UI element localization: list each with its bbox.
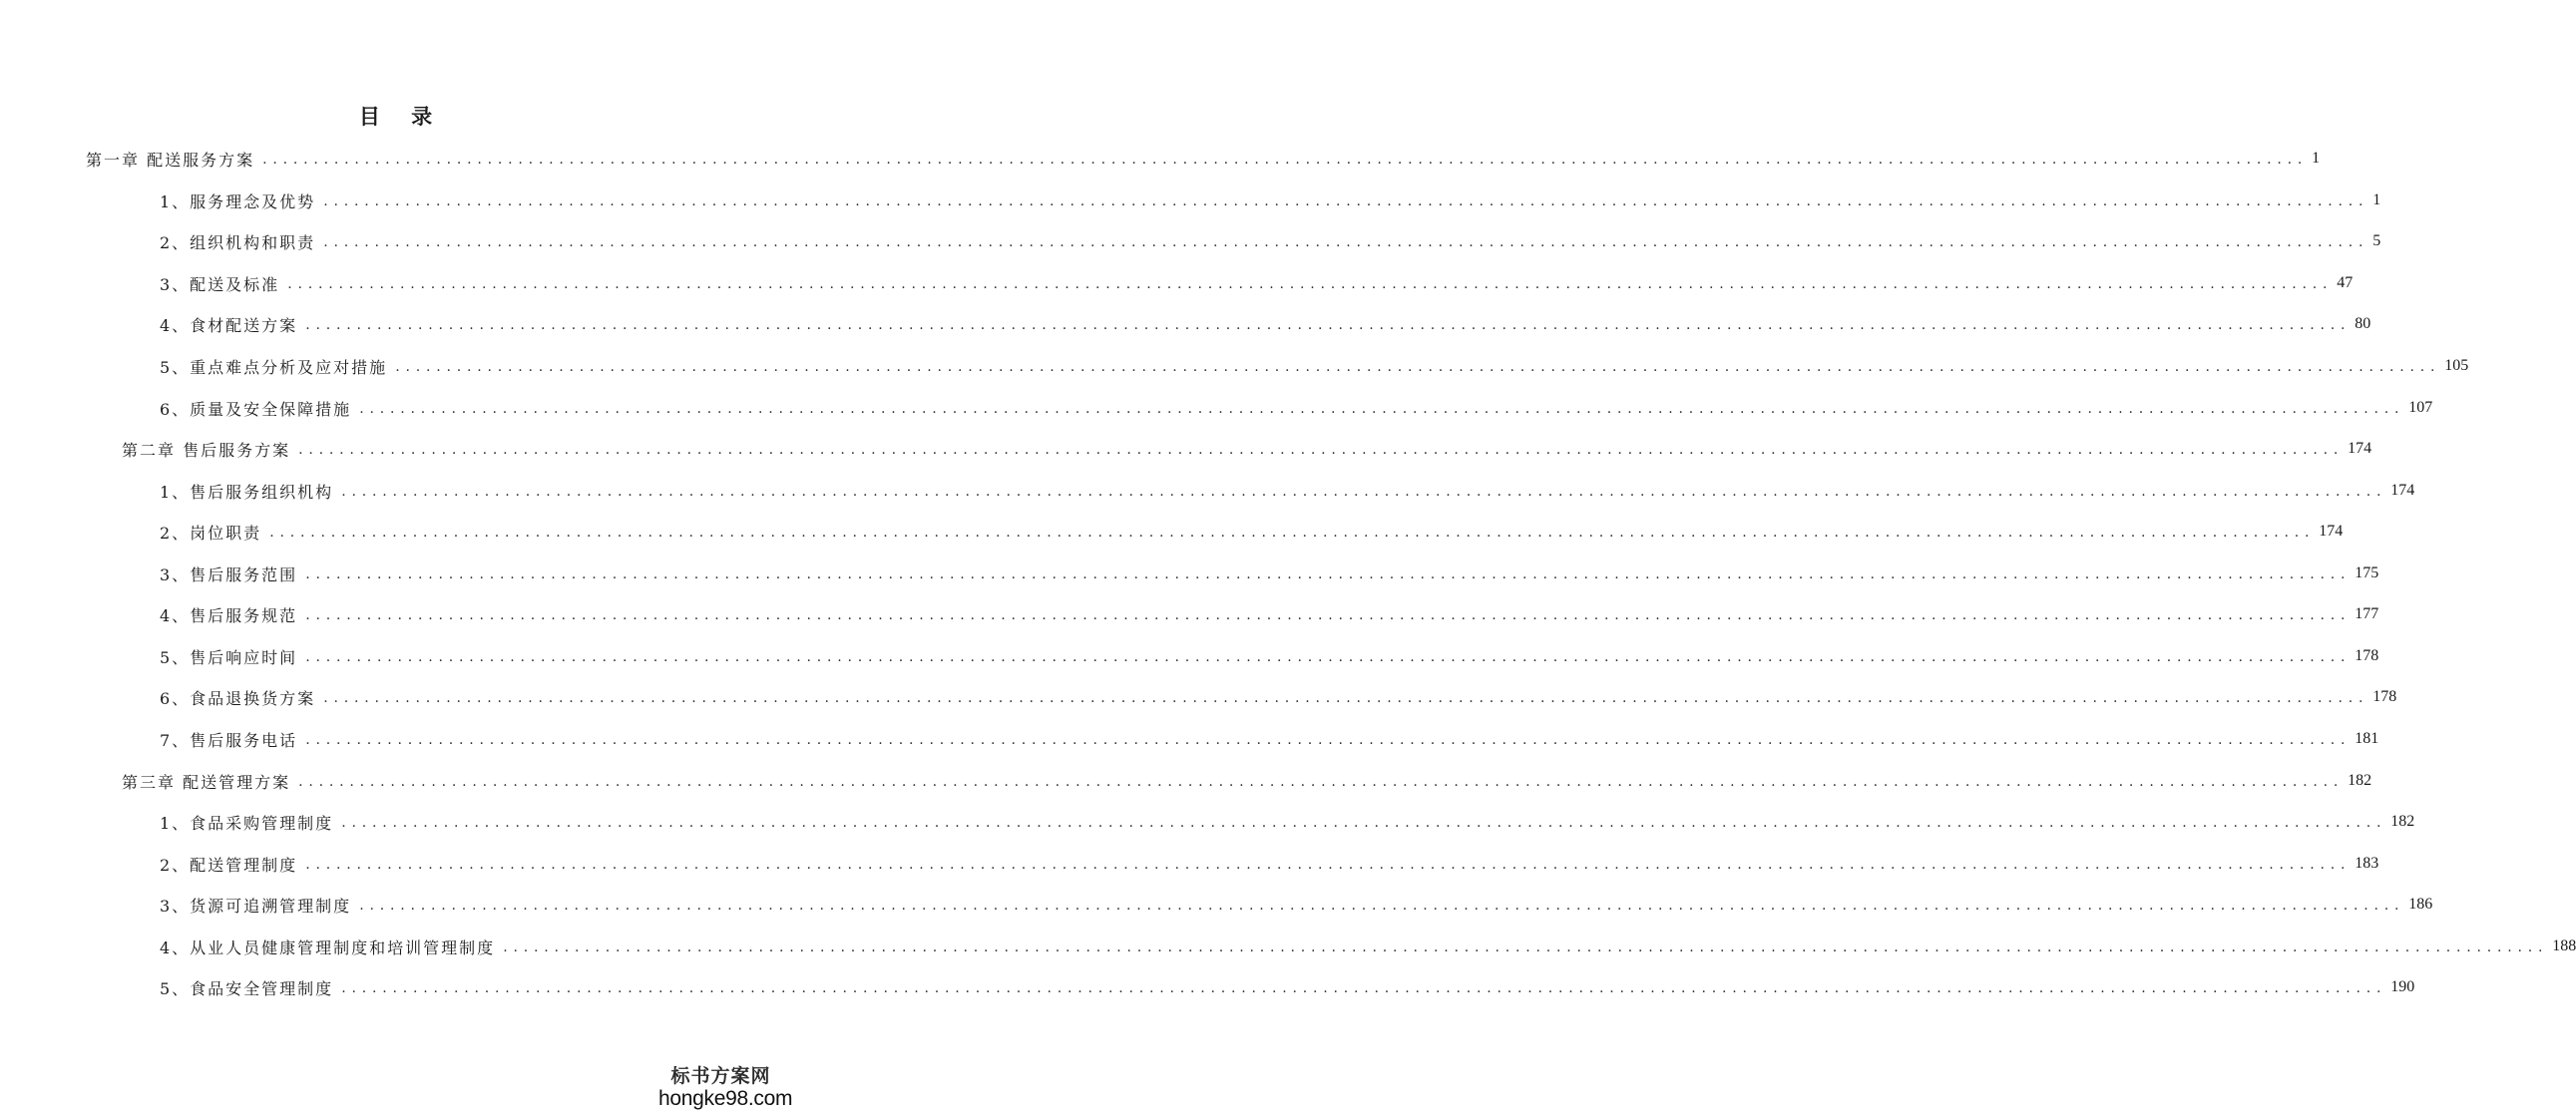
toc-entry-label: 第三章 配送管理方案 — [122, 772, 291, 792]
toc-entry-label: 第二章 售后服务方案 — [122, 440, 291, 460]
toc-entry[interactable] — [160, 227, 2381, 255]
toc-leader-dots: ........................................................................................................................................................................................................ — [341, 815, 2387, 831]
toc-entry[interactable] — [160, 808, 2415, 836]
watermark-cn-text: 标书方案网 — [670, 1065, 771, 1087]
toc-entry[interactable] — [160, 973, 2415, 1001]
toc-entry[interactable] — [160, 518, 2344, 546]
toc-entry-page: 182 — [2348, 772, 2372, 789]
toc-leader-dots: ........................................................................................................................................................................................................ — [359, 401, 2405, 417]
toc-entry-label: 7、售后服务电话 — [160, 730, 298, 750]
toc-entry-label: 3、货源可追溯管理制度 — [160, 896, 352, 916]
toc-entry-page: 182 — [2390, 813, 2415, 830]
toc-entry-label: 6、质量及安全保障措施 — [160, 399, 352, 419]
toc-leader-dots: ........................................................................................................................................................................................................ — [341, 484, 2387, 500]
toc-entry[interactable] — [160, 477, 2415, 505]
toc-entry-label: 1、服务理念及优势 — [160, 191, 316, 211]
toc-entry-page: 175 — [2355, 564, 2379, 581]
toc-entry-page: 178 — [2355, 647, 2379, 664]
toc-entry-page: 47 — [2337, 274, 2354, 291]
watermark-url-text: hongke98.com — [658, 1087, 793, 1110]
toc-entry-label: 4、售后服务规范 — [160, 605, 298, 625]
toc-entry-page: 188 — [2552, 937, 2576, 954]
toc-entry-chapter-1[interactable] — [86, 145, 2321, 173]
toc-entry-label: 3、配送及标准 — [160, 274, 280, 294]
toc-leader-dots: ........................................................................................................................................................................................................ — [305, 732, 2352, 748]
toc-entry-page: 174 — [2319, 523, 2344, 540]
toc-leader-dots: ........................................................................................................................................................................................................ — [305, 317, 2352, 333]
toc-entry-page: 186 — [2408, 896, 2433, 913]
toc-entry[interactable] — [160, 352, 2469, 380]
toc-entry[interactable] — [160, 269, 2354, 297]
toc-entry[interactable] — [160, 725, 2379, 753]
toc-entry[interactable] — [160, 394, 2433, 422]
toc-entry-page: 177 — [2355, 605, 2379, 622]
toc-leader-dots: ........................................................................................................................................................................................................ — [287, 276, 2334, 292]
toc-entry-page: 105 — [2444, 357, 2469, 374]
toc-entry[interactable] — [160, 932, 2576, 960]
toc-leader-dots: ........................................................................................................................................................................................................ — [305, 857, 2352, 873]
toc-entry-label: 5、重点难点分析及应对措施 — [160, 357, 388, 377]
toc-entry[interactable] — [160, 850, 2379, 878]
toc-leader-dots: ........................................................................................................................................................................................................ — [298, 442, 2345, 458]
toc-entry-page: 107 — [2408, 399, 2433, 416]
toc-entry-page: 183 — [2355, 855, 2379, 872]
toc-entry-label: 5、食品安全管理制度 — [160, 978, 334, 998]
toc-leader-dots: ........................................................................................................................................................................................................ — [305, 566, 2352, 582]
toc-entry-page: 1 — [2372, 191, 2381, 208]
toc-entry-label: 3、售后服务范围 — [160, 564, 298, 584]
toc-leader-dots: ........................................................................................................................................................................................................ — [323, 690, 2369, 706]
toc-entry-label: 第一章 配送服务方案 — [86, 150, 255, 170]
toc-leader-dots: ........................................................................................................................................................................................................ — [503, 939, 2549, 955]
toc-entry-label: 2、配送管理制度 — [160, 855, 298, 875]
toc-entry[interactable] — [160, 186, 2381, 214]
toc-entry-page: 174 — [2390, 482, 2415, 499]
page-title: 目 录 — [358, 104, 445, 129]
toc-entry-label: 2、岗位职责 — [160, 523, 262, 543]
toc-leader-dots: ........................................................................................................................................................................................................ — [323, 193, 2369, 209]
toc-entry-page: 1 — [2312, 150, 2321, 167]
toc-entry-label: 1、售后服务组织机构 — [160, 482, 334, 502]
site-watermark-logo — [658, 1065, 793, 1111]
toc-leader-dots: ........................................................................................................................................................................................................ — [395, 359, 2441, 375]
toc-entry-label: 5、售后响应时间 — [160, 647, 298, 667]
toc-entry-label: 2、组织机构和职责 — [160, 232, 316, 252]
toc-leader-dots: ........................................................................................................................................................................................................ — [323, 234, 2369, 250]
toc-entry-label: 4、食材配送方案 — [160, 315, 298, 335]
toc-entry-page: 181 — [2355, 730, 2379, 747]
toc-entry-page: 80 — [2355, 315, 2371, 332]
toc-entry[interactable] — [160, 310, 2371, 338]
toc-leader-dots: ........................................................................................................................................................................................................ — [298, 774, 2345, 790]
toc-entry-label: 6、食品退换货方案 — [160, 688, 316, 708]
toc-entry-label: 1、食品采购管理制度 — [160, 813, 334, 833]
toc-entry-page: 174 — [2348, 440, 2372, 457]
toc-leader-dots: ........................................................................................................................................................................................................ — [341, 980, 2387, 996]
toc-entry-label: 4、从业人员健康管理制度和培训管理制度 — [160, 937, 496, 957]
toc-entry[interactable] — [160, 600, 2379, 628]
toc-leader-dots: ........................................................................................................................................................................................................ — [359, 898, 2405, 914]
toc-entry[interactable] — [160, 560, 2379, 587]
toc-entry-page: 190 — [2390, 978, 2415, 995]
toc-entry[interactable] — [160, 683, 2397, 711]
toc-entry-chapter-3[interactable] — [122, 767, 2372, 795]
toc-leader-dots: ........................................................................................................................................................................................................ — [269, 525, 2316, 541]
toc-leader-dots: ........................................................................................................................................................................................................ — [305, 607, 2352, 623]
toc-entry-chapter-2[interactable] — [122, 435, 2372, 463]
toc-leader-dots: ........................................................................................................................................................................................................ — [305, 649, 2352, 665]
toc-entry-page: 5 — [2372, 232, 2381, 249]
toc-entry[interactable] — [160, 642, 2379, 670]
toc-entry[interactable] — [160, 891, 2433, 919]
toc-leader-dots: ........................................................................................................................................................................................................ — [262, 152, 2309, 168]
toc-entry-page: 178 — [2372, 688, 2397, 705]
